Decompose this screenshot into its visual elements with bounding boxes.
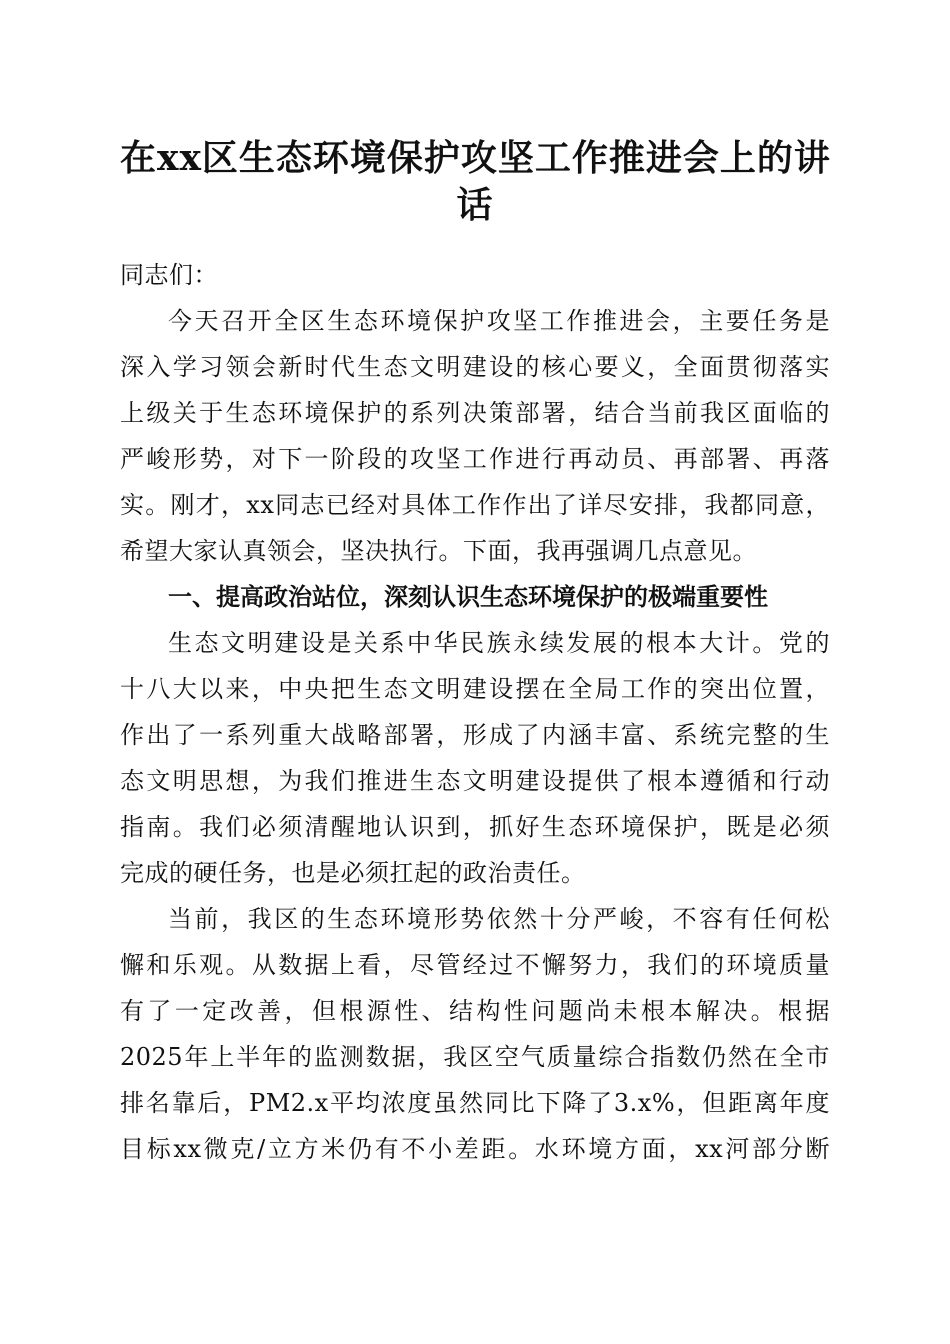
paragraph-line: 态文明思想，为我们推进生态文明建设提供了根本遵循和行动 bbox=[120, 767, 830, 795]
paragraph-line: 深入学习领会新时代生态文明建设的核心要义，全面贯彻落实 bbox=[120, 353, 830, 381]
paragraph-line: 有了一定改善，但根源性、结构性问题尚未根本解决。根据 bbox=[120, 997, 830, 1025]
paragraph-line: 十八大以来，中央把生态文明建设摆在全局工作的突出位置， bbox=[120, 675, 830, 703]
paragraph-line: 希望大家认真领会，坚决执行。下面，我再强调几点意见。 bbox=[120, 537, 757, 565]
greeting: 同志们： bbox=[120, 261, 218, 289]
paragraph-line: 今天召开全区生态环境保护攻坚工作推进会，主要任务是 bbox=[168, 307, 830, 335]
title-line-2: 话 bbox=[456, 184, 494, 226]
section-heading-1: 一、提高政治站位，深刻认识生态环境保护的极端重要性 bbox=[168, 583, 768, 611]
paragraph-line: 指南。我们必须清醒地认识到，抓好生态环境保护，既是必须 bbox=[120, 813, 830, 841]
paragraph-line: 2025年上半年的监测数据，我区空气质量综合指数仍然在全市 bbox=[120, 1043, 830, 1071]
paragraph-line: 作出了一系列重大战略部署，形成了内涵丰富、系统完整的生 bbox=[120, 721, 830, 749]
paragraph-3 bbox=[120, 896, 830, 1172]
paragraph-line: 目标xx微克/立方米仍有不小差距。水环境方面，xx河部分断 bbox=[120, 1135, 830, 1163]
paragraph-1 bbox=[120, 298, 830, 574]
paragraph-line: 实。刚才，xx同志已经对具体工作作出了详尽安排，我都同意， bbox=[120, 491, 830, 519]
paragraph-line: 完成的硬任务，也是必须扛起的政治责任。 bbox=[120, 859, 586, 887]
page-title bbox=[120, 135, 830, 229]
paragraph-line: 生态文明建设是关系中华民族永续发展的根本大计。党的 bbox=[168, 629, 830, 657]
paragraph-2 bbox=[120, 620, 830, 896]
paragraph-line: 当前，我区的生态环境形势依然十分严峻，不容有任何松 bbox=[168, 905, 830, 933]
paragraph-line: 上级关于生态环境保护的系列决策部署，结合当前我区面临的 bbox=[120, 399, 830, 427]
paragraph-line: 懈和乐观。从数据上看，尽管经过不懈努力，我们的环境质量 bbox=[120, 951, 830, 979]
title-line-1: 在xx区生态环境保护攻坚工作推进会上的讲 bbox=[120, 137, 831, 179]
paragraph-line: 排名靠后，PM2.x平均浓度虽然同比下降了3.x%，但距离年度 bbox=[120, 1089, 830, 1117]
speech-body bbox=[120, 252, 830, 1172]
paragraph-line: 严峻形势，对下一阶段的攻坚工作进行再动员、再部署、再落 bbox=[120, 445, 830, 473]
